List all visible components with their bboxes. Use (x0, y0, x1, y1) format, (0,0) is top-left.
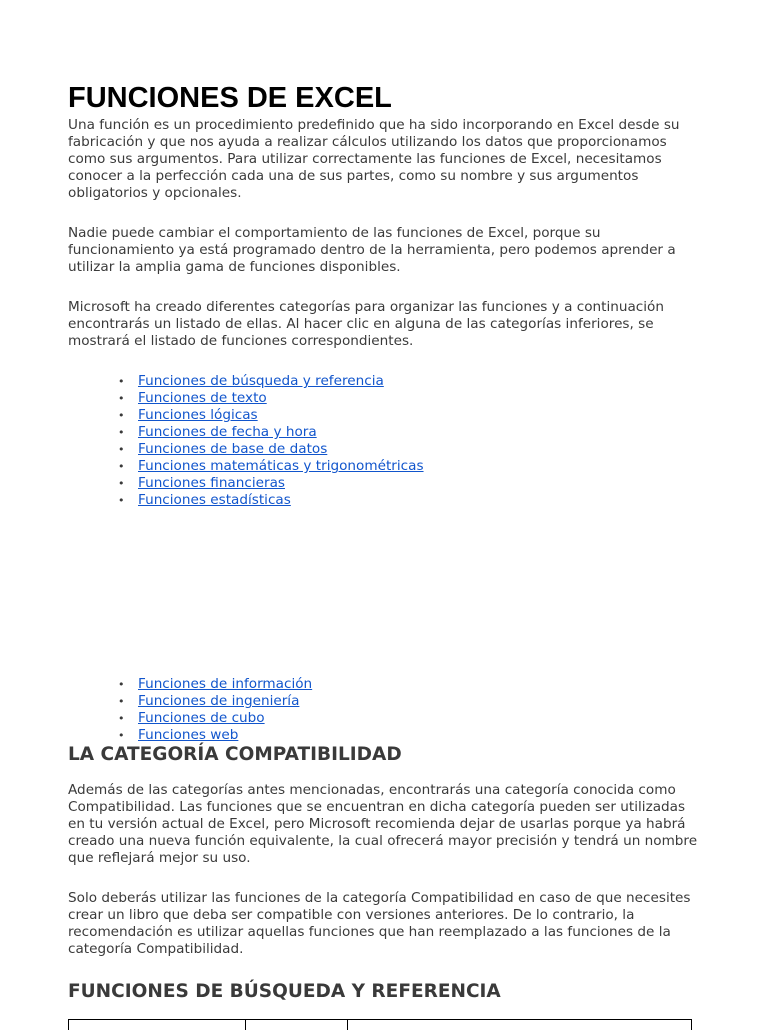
bullet-icon: • (118, 678, 125, 691)
bullet-icon: • (118, 477, 125, 490)
list-item (68, 492, 424, 509)
list-item (68, 710, 312, 727)
list-item (68, 727, 312, 744)
bullet-icon: • (118, 375, 125, 388)
list-item (68, 407, 424, 424)
compat-heading: LA CATEGORÍA COMPATIBILIDAD (68, 744, 402, 765)
link-informacion[interactable]: Funciones de información (138, 676, 313, 692)
bullet-icon: • (118, 443, 125, 456)
intro-paragraph-2: Nadie puede cambiar el comportamiento de las funciones de Excel, porque su funcionamiento ya está programado dentro de la herramienta, pero podemos aprender a utilizar la amplia gama de funciones disponibles. (68, 225, 676, 275)
bullet-icon: • (118, 712, 125, 725)
link-ingenieria[interactable]: Funciones de ingeniería (138, 693, 300, 709)
link-cubo[interactable]: Funciones de cubo (138, 710, 265, 726)
link-logicas[interactable]: Funciones lógicas (138, 407, 258, 423)
link-texto[interactable]: Funciones de texto (138, 390, 267, 406)
list-item (68, 458, 424, 475)
link-estadisticas[interactable]: Funciones estadísticas (138, 492, 291, 508)
functions-table (68, 1019, 692, 1030)
bullet-icon: • (118, 409, 125, 422)
bullet-icon: • (118, 460, 125, 473)
bullet-icon: • (118, 729, 125, 742)
link-matematicas[interactable]: Funciones matemáticas y trigonométricas (138, 458, 424, 474)
intro-paragraph-1: Una función es un procedimiento predefinido que ha sido incorporando en Excel desde su fabricación y que nos ayuda a realizar cálculos utilizando los datos que proporcionamos como sus argumentos. Para utilizar correctamente las funciones de Excel, necesitamos conocer a la perfección cada una de sus partes, como su nombre y sus argumentos obligatorios y opcionales. (68, 117, 680, 201)
category-list-1 (68, 373, 424, 509)
page-title: FUNCIONES DE EXCEL (68, 82, 392, 114)
bullet-icon: • (118, 392, 125, 405)
link-base-datos[interactable]: Funciones de base de datos (138, 441, 328, 457)
bullet-icon: • (118, 426, 125, 439)
bullet-icon: • (118, 494, 125, 507)
list-item (68, 373, 424, 390)
link-financieras[interactable]: Funciones financieras (138, 475, 285, 491)
link-web[interactable]: Funciones web (138, 727, 239, 743)
compat-paragraph-1: Además de las categorías antes mencionadas, encontrarás una categoría conocida como Compatibilidad. Las funciones que se encuentran en dicha categoría pueden ser utilizadas en tu versión actual de Excel, pero Microsoft recomienda dejar de usarlas porque ya habrá creado una nueva función equivalente, la cual ofrecerá mayor precisión y tendrá un nombre que reflejará mejor su uso. (68, 782, 698, 866)
list-item (68, 676, 312, 693)
list-item (68, 475, 424, 492)
list-item (68, 693, 312, 710)
table-column-divider (347, 1020, 348, 1030)
lookup-heading: FUNCIONES DE BÚSQUEDA Y REFERENCIA (68, 981, 501, 1002)
intro-paragraph-3: Microsoft ha creado diferentes categorías para organizar las funciones y a continuación encontrarás un listado de ellas. Al hacer clic en alguna de las categorías inferiores, se mostrará el listado de funciones correspondientes. (68, 299, 664, 349)
list-item (68, 424, 424, 441)
bullet-icon: • (118, 695, 125, 708)
table-column-divider (245, 1020, 246, 1030)
link-fecha-hora[interactable]: Funciones de fecha y hora (138, 424, 317, 440)
compat-paragraph-2: Solo deberás utilizar las funciones de la categoría Compatibilidad en caso de que necesites crear un libro que deba ser compatible con versiones anteriores. De lo contrario, la recomendación es utilizar aquellas funciones que han reemplazado a las funciones de la categoría Compatibilidad. (68, 890, 691, 957)
category-list-2 (68, 676, 312, 744)
list-item (68, 441, 424, 458)
link-busqueda-referencia[interactable]: Funciones de búsqueda y referencia (138, 373, 384, 389)
list-item (68, 390, 424, 407)
